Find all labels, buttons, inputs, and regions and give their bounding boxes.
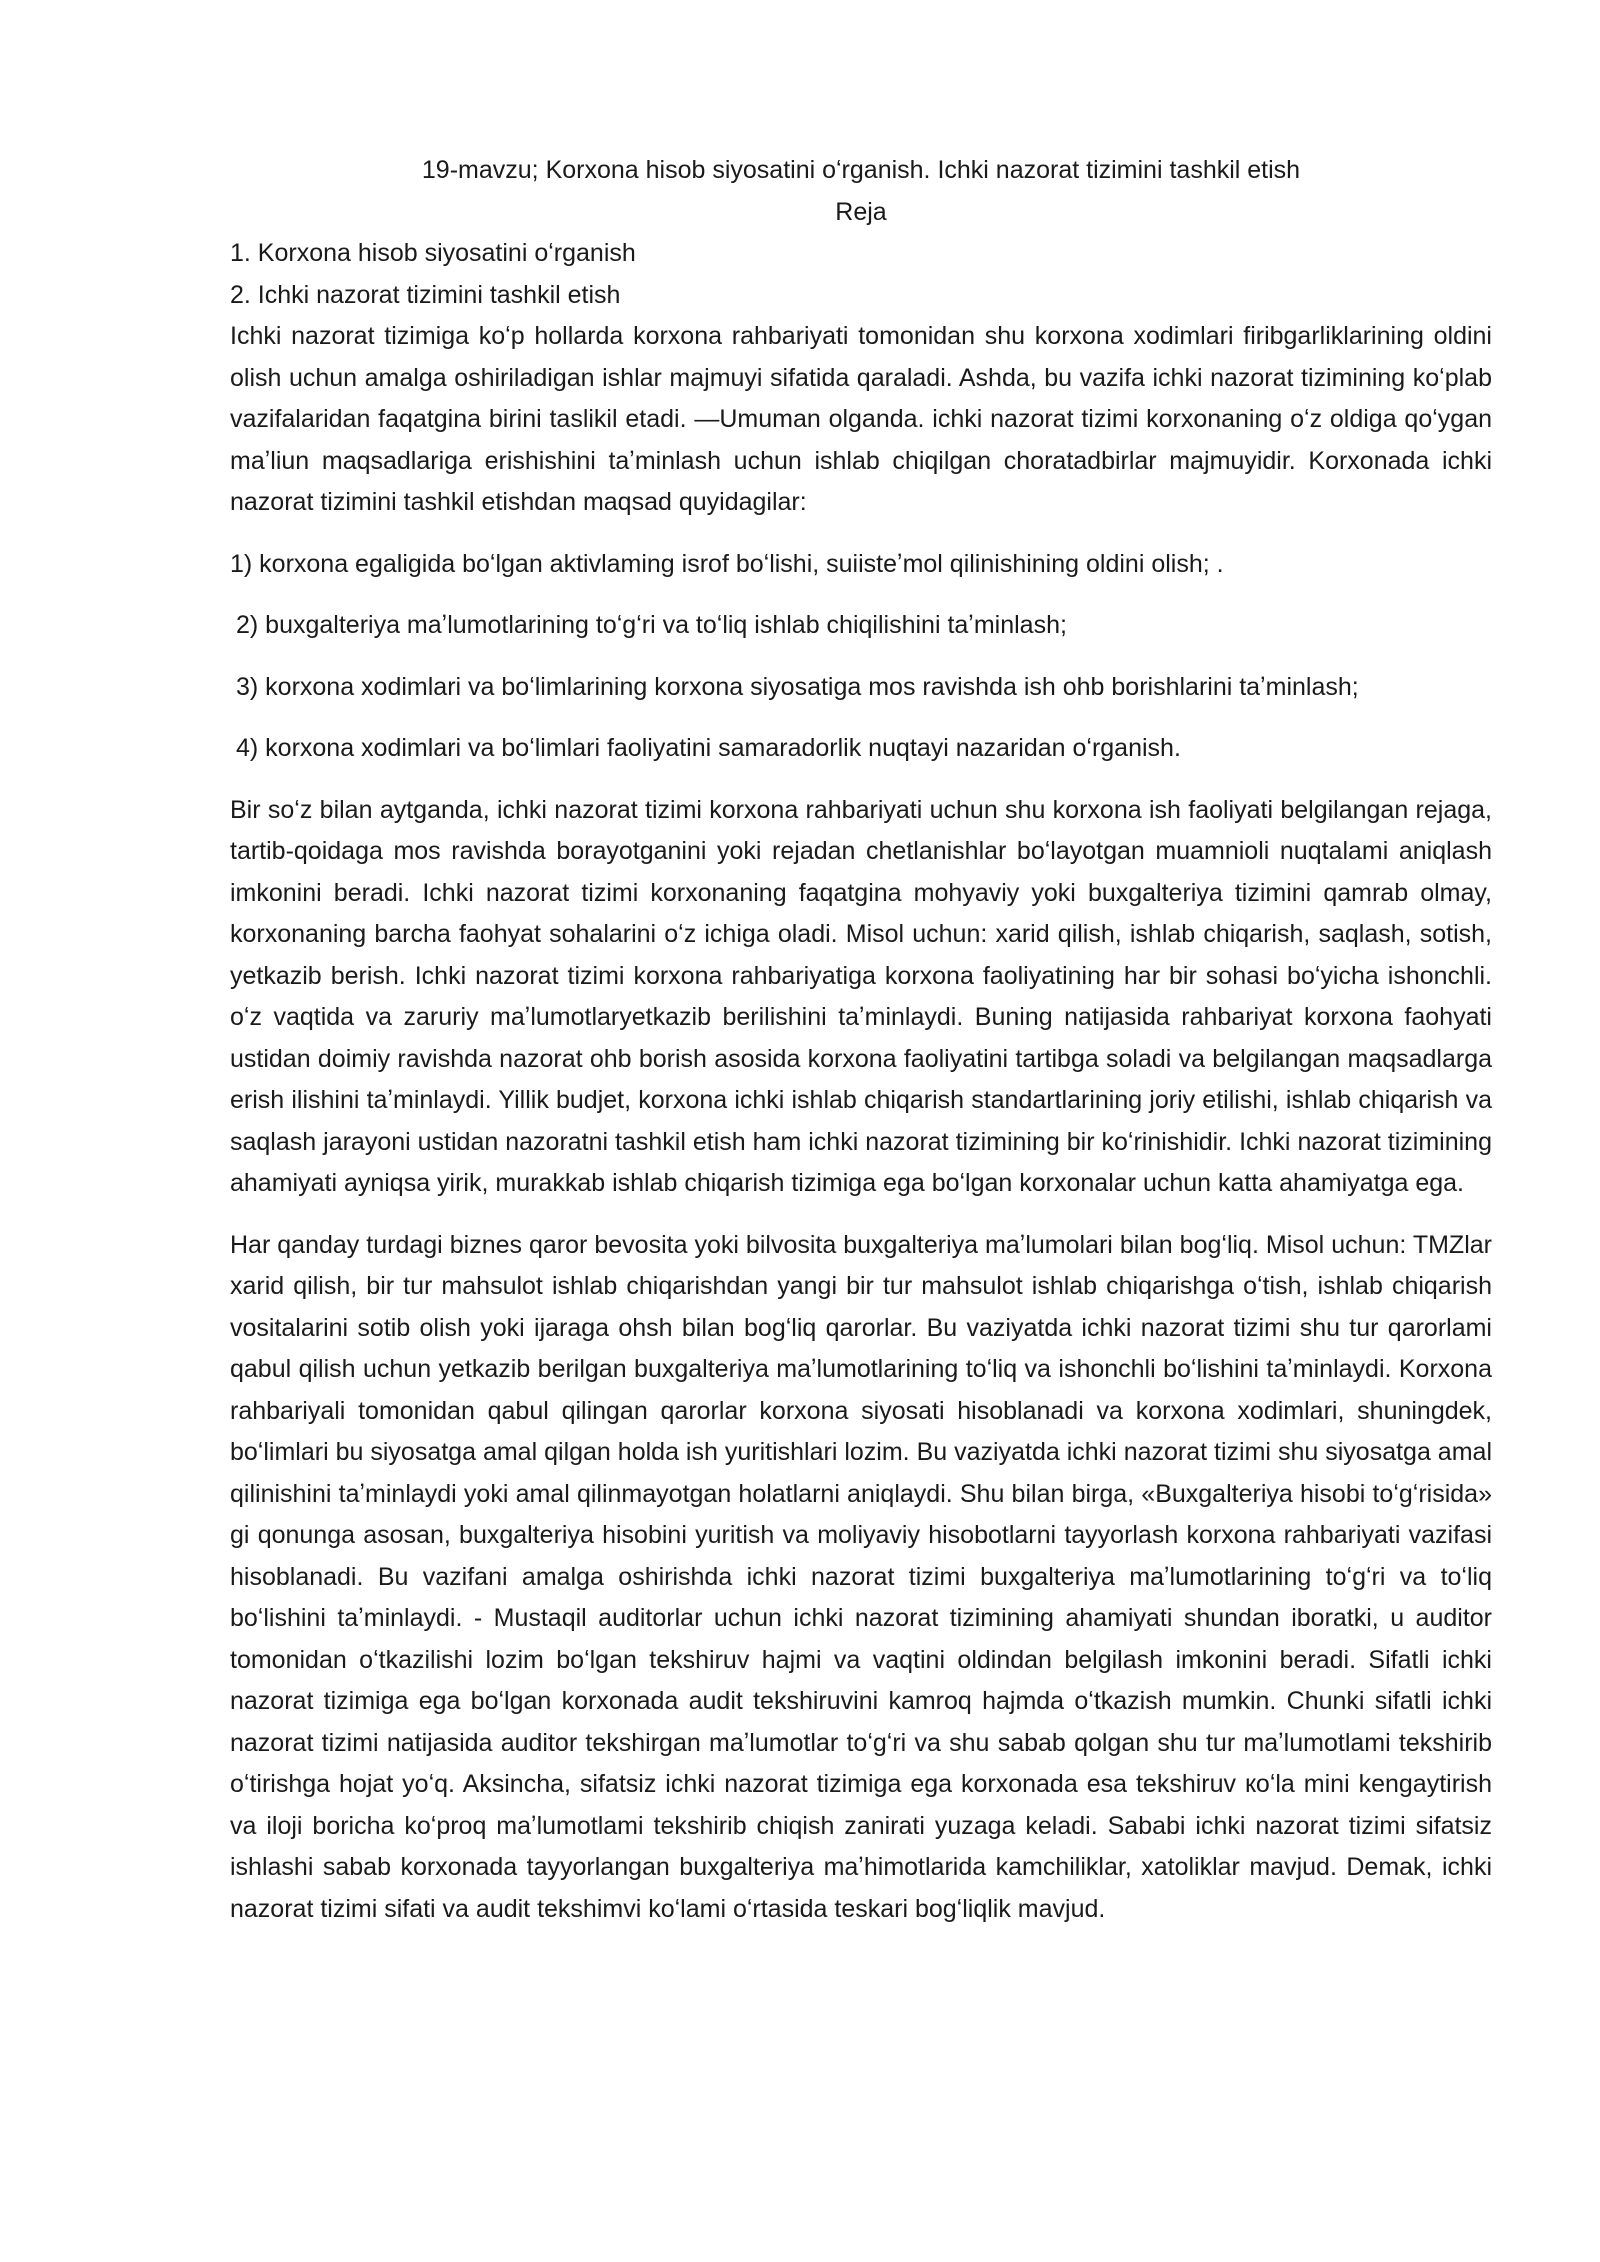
- plan-item-2: 2. Ichki nazorat tizimini tashkil etish: [230, 280, 621, 309]
- goal-item-4: 4) korxona xodimlari va boʻlimlari faoliyatini samaradorlik nuqtayi nazaridan oʻrganish.: [236, 734, 1181, 762]
- body-paragraph-1: Bir soʻz bilan aytganda, ichki nazorat tizimi korxona rahbariyati uchun shu korxona ish faoliyati belgilangan rejaga, tartib-qoidaga mos ravishda borayotganini yoki rejadan chetlanishlar boʻlayotgan muamnioli nuqtalami aniqlash imkonini beradi. Ichki nazorat tizimi korxonaning faqatgina mohyaviy yoki buxgalteriya tizimini qamrab olmay, korxonaning barcha faohyat sohalarini oʻz ichiga oladi. Misol uchun: xarid qilish, ishlab chiqarish, saqlash, sotish, yetkazib berish. Ichki nazorat tizimi korxona rahbariyatiga korxona faoliyatining har bir sohasi boʻyicha ishonchli. oʻz vaqtida va zaruriy maʼlumotlaryetkazib berilishini taʼminlaydi. Buning natijasida rahbariyat korxona faohyati ustidan doimiy ravishda nazorat ohb borish asosida korxona faoliyatini tartibga soladi va belgilangan maqsadlarga erish ilishini taʼminlaydi. Yillik budjet, korxona ichki ishlab chiqarish standartlarining joriy etilishi, ishlab chiqarish va saqlash jarayoni ustidan nazoratni tashkil etish ham ichki nazorat tizimining bir koʻrinishidir. Ichki nazorat tizimining ahamiyati ayniqsa yirik, murakkab ishlab chiqarish tizimiga ega boʻlgan korxonalar uchun katta ahamiyatga ega.: [230, 795, 1492, 1197]
- goal-item-3: 3) korxona xodimlari va boʻlimlarining korxona siyosatiga mos ravishda ish ohb borishlarini taʼminlash;: [236, 672, 1359, 701]
- document-subtitle: Reja: [835, 197, 887, 226]
- body-paragraph-2: Har qanday turdagi biznes qaror bevosita yoki bilvosita buxgalteriya maʼlumolari bilan bogʻliq. Misol uchun: TMZlar xarid qilish, bir tur mahsulot ishlab chiqarishdan yangi bir tur mahsulot ishlab chiqarishga oʻtish, ishlab chiqarish vositalarini sotib olish yoki ijaraga ohsh bilan bogʻliq qarorlar. Bu vaziyatda ichki nazorat tizimi shu tur qarorlami qabul qilish uchun yetkazib berilgan buxgalteriya maʼlumotlarining toʻliq va ishonchli boʻlishini taʼminlaydi. Korxona rahbariyali tomonidan qabul qilingan qarorlar korxona siyosati hisoblanadi va korxona xodimlari, shuningdek, boʻlimlari bu siyosatga amal qilgan holda ish yuritishlari lozim. Bu vaziyatda ichki nazorat tizimi shu siyosatga amal qilinishini taʼminlaydi yoki amal qilinmayotgan holatlarni aniqlaydi. Shu bilan birga, «Buxgalteriya hisobi toʻgʻrisida» gi qonunga asosan, buxgalteriya hisobini yuritish va moliyaviy hisobotlarni tayyorlash korxona rahbariyati vazifasi hisoblanadi. Bu vazifani amalga oshirishda ichki nazorat tizimi buxgalteriya maʼlumotlarining toʻgʻri va toʻliq boʻlishini taʼminlaydi. - Mustaqil auditorlar uchun ichki nazorat tizimining ahamiyati shundan iboratki, u auditor tomonidan oʻtkazilishi lozim boʻlgan tekshiruv hajmi va vaqtini oldindan belgilash imkonini beradi. Sifatli ichki nazorat tizimiga ega boʻlgan korxonada audit tekshiruvini kamroq hajmda oʻtkazish mumkin. Chunki sifatli ichki nazorat tizimi natijasida auditor tekshirgan maʼlumotlar toʻgʻri va shu sabab qolgan shu tur maʼlumotlami tekshirib oʻtirishga hojat yoʻq. Aksincha, sifatsiz ichki nazorat tizimiga ega korxonada esa tekshiruv кoʻla mini kengaytirish va iloji boricha koʻproq maʼlumotlami tekshirib chiqish zanirati yuzaga keladi. Sababi ichki nazorat tizimi sifatsiz ishlashi sabab korxonada tayyorlangan buxgalteriya maʼhimotlarida kamchiliklar, xatoliklar mavjud. Demak, ichki nazorat tizimi sifati va audit tekshimvi koʻlami oʻrtasida teskari bogʻliqlik mavjud.: [230, 1230, 1492, 1923]
- plan-item-1: 1. Korxona hisob siyosatini oʻrganish: [230, 239, 636, 267]
- goal-item-1: 1) korxona egaligida boʻlgan aktivlaming isrof boʻlishi, suiisteʼmol qilinishining oldini olish; .: [230, 549, 1224, 578]
- intro-paragraph: Ichki nazorat tizimiga koʻp hollarda korxona rahbariyati tomonidan shu korxona xodimlari firibgarliklarining oldini olish uchun amalga oshiriladigan ishlar majmuyi sifatida qaraladi. Ashda, bu vazifa ichki nazorat tizimining koʻplab vazifalaridan faqatgina birini taslikil etadi. —Umuman olganda. ichki nazorat tizimi korxonaning oʻz oldiga qoʻygan maʼliun maqsadlariga erishishini taʼminlash uchun ishlab chiqilgan choratadbirlar majmuyidir. Korxonada ichki nazorat tizimini tashkil etishdan maqsad quyidagilar:: [230, 322, 1492, 516]
- goal-item-2: 2) buxgalteriya maʼlumotlarining toʻgʻri va toʻliq ishlab chiqilishini taʼminlash;: [236, 611, 1067, 639]
- document-page: [230, 150, 1492, 1930]
- document-title: 19-mavzu; Korxona hisob siyosatini oʻrganish. Ichki nazorat tizimini tashkil etish: [421, 156, 1301, 184]
